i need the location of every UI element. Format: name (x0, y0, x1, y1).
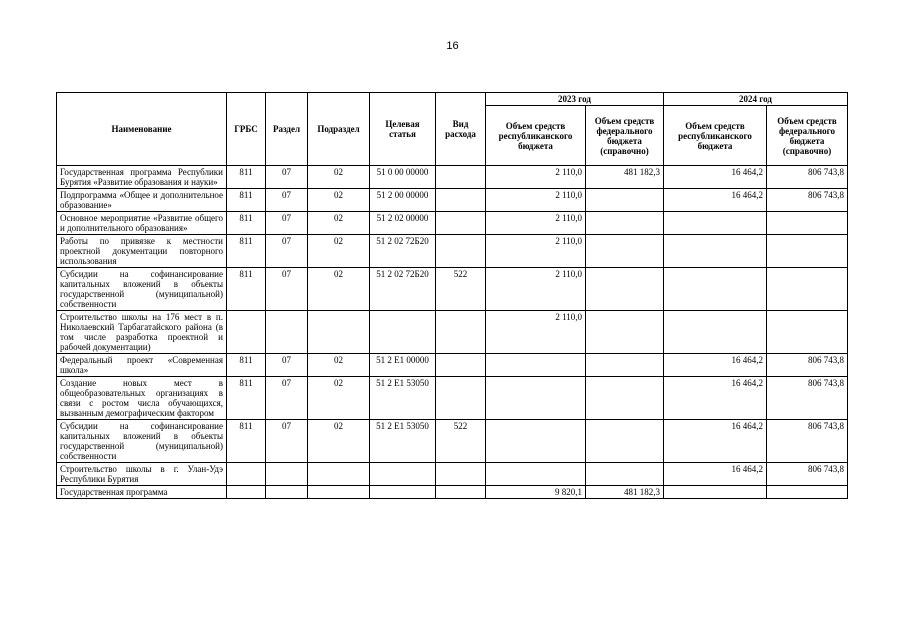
row-grbs: 811 (227, 212, 266, 235)
table-row (57, 420, 848, 463)
row-podrazdel: 02 (308, 235, 370, 268)
row-name: Государственная программа (57, 486, 227, 499)
row-fed-2024 (767, 311, 848, 354)
row-podrazdel: 02 (308, 268, 370, 311)
row-target: 51 0 00 00000 (370, 166, 436, 189)
row-rep-2023: 2 110,0 (486, 166, 586, 189)
row-rep-2023: 2 110,0 (486, 212, 586, 235)
row-rep-2024: 16 464,2 (664, 354, 767, 377)
row-fed-2024: 806 743,8 (767, 189, 848, 212)
header-fed-budget-2024: Объем средств федерального бюджета (справочно) (767, 106, 848, 166)
row-target: 51 2 Е1 53050 (370, 377, 436, 420)
table-row (57, 463, 848, 486)
row-razdel: 07 (266, 189, 308, 212)
header-kind: Вид расхода (436, 93, 486, 166)
row-razdel: 07 (266, 212, 308, 235)
row-target: 51 2 02 72Б20 (370, 235, 436, 268)
page-number: 16 (446, 40, 459, 52)
row-name: Строительство школы в г. Улан-Удэ Республики Бурятия (57, 463, 227, 486)
row-kind (436, 189, 486, 212)
header-fed-budget-2023: Объем средств федерального бюджета (справочно) (586, 106, 664, 166)
table-row (57, 212, 848, 235)
row-fed-2023 (586, 377, 664, 420)
row-name: Федеральный проект «Современная школа» (57, 354, 227, 377)
row-razdel: 07 (266, 354, 308, 377)
row-rep-2023 (486, 420, 586, 463)
row-fed-2023 (586, 189, 664, 212)
row-target (370, 311, 436, 354)
row-fed-2024 (767, 212, 848, 235)
row-rep-2024 (664, 212, 767, 235)
row-razdel (266, 311, 308, 354)
row-podrazdel: 02 (308, 377, 370, 420)
row-rep-2024 (664, 311, 767, 354)
row-rep-2024: 16 464,2 (664, 463, 767, 486)
row-razdel: 07 (266, 377, 308, 420)
row-kind (436, 235, 486, 268)
row-fed-2024: 806 743,8 (767, 463, 848, 486)
row-name: Работы по привязке к местности проектной документации повторного использования (57, 235, 227, 268)
row-grbs (227, 463, 266, 486)
row-rep-2024: 16 464,2 (664, 189, 767, 212)
row-name: Подпрограмма «Общее и дополнительное образование» (57, 189, 227, 212)
row-rep-2023 (486, 463, 586, 486)
table-row (57, 311, 848, 354)
row-grbs: 811 (227, 189, 266, 212)
row-razdel: 07 (266, 268, 308, 311)
row-rep-2024 (664, 486, 767, 499)
row-target: 51 2 00 00000 (370, 189, 436, 212)
row-kind (436, 377, 486, 420)
row-fed-2024 (767, 268, 848, 311)
row-kind (436, 354, 486, 377)
header-rep-budget-2023: Объем средств республиканского бюджета (486, 106, 586, 166)
header-target: Целевая статья (370, 93, 436, 166)
row-podrazdel: 02 (308, 189, 370, 212)
row-podrazdel: 02 (308, 420, 370, 463)
row-grbs: 811 (227, 268, 266, 311)
row-kind (436, 166, 486, 189)
table-row (57, 268, 848, 311)
header-row-years (57, 93, 848, 106)
row-rep-2024 (664, 268, 767, 311)
row-podrazdel: 02 (308, 212, 370, 235)
header-year-2024: 2024 год (664, 93, 848, 106)
budget-table (56, 92, 848, 499)
row-rep-2024: 16 464,2 (664, 420, 767, 463)
row-razdel: 07 (266, 166, 308, 189)
row-rep-2023 (486, 354, 586, 377)
row-name: Строительство школы на 176 мест в п. Николаевский Тарбагатайского района (в том числе разработка проектной и рабочей документации) (57, 311, 227, 354)
header-podrazdel: Подраздел (308, 93, 370, 166)
row-fed-2024: 806 743,8 (767, 354, 848, 377)
row-target: 51 2 02 00000 (370, 212, 436, 235)
row-rep-2024 (664, 235, 767, 268)
row-target (370, 463, 436, 486)
row-fed-2024 (767, 235, 848, 268)
row-target: 51 2 Е1 00000 (370, 354, 436, 377)
row-kind (436, 463, 486, 486)
row-kind (436, 212, 486, 235)
row-name: Субсидии на софинансирование капитальных вложений в объекты государственной (муниципальной) собственности (57, 420, 227, 463)
table-row (57, 354, 848, 377)
row-razdel: 07 (266, 235, 308, 268)
row-podrazdel (308, 486, 370, 499)
table-row (57, 486, 848, 499)
row-rep-2024: 16 464,2 (664, 377, 767, 420)
table-row (57, 235, 848, 268)
row-grbs (227, 311, 266, 354)
table-row (57, 189, 848, 212)
row-grbs (227, 486, 266, 499)
row-podrazdel: 02 (308, 354, 370, 377)
row-grbs: 811 (227, 235, 266, 268)
row-grbs: 811 (227, 166, 266, 189)
row-fed-2023 (586, 311, 664, 354)
row-target: 51 2 Е1 53050 (370, 420, 436, 463)
row-kind (436, 311, 486, 354)
row-fed-2024: 806 743,8 (767, 166, 848, 189)
header-name: Наименование (57, 93, 227, 166)
row-fed-2023 (586, 420, 664, 463)
row-razdel: 07 (266, 420, 308, 463)
row-fed-2023 (586, 354, 664, 377)
row-fed-2024: 806 743,8 (767, 377, 848, 420)
row-target: 51 2 02 72Б20 (370, 268, 436, 311)
row-rep-2023: 2 110,0 (486, 235, 586, 268)
row-rep-2023: 2 110,0 (486, 311, 586, 354)
row-fed-2023 (586, 463, 664, 486)
row-rep-2024: 16 464,2 (664, 166, 767, 189)
table-row (57, 166, 848, 189)
row-kind (436, 486, 486, 499)
row-fed-2023: 481 182,3 (586, 486, 664, 499)
row-fed-2023 (586, 212, 664, 235)
row-fed-2024 (767, 486, 848, 499)
row-name: Основное мероприятие «Развитие общего и дополнительного образования» (57, 212, 227, 235)
row-razdel (266, 463, 308, 486)
row-rep-2023: 9 820,1 (486, 486, 586, 499)
row-podrazdel (308, 463, 370, 486)
row-fed-2023 (586, 235, 664, 268)
row-podrazdel: 02 (308, 166, 370, 189)
row-razdel (266, 486, 308, 499)
table-row (57, 377, 848, 420)
header-razdel: Раздел (266, 93, 308, 166)
header-year-2023: 2023 год (486, 93, 664, 106)
row-fed-2023 (586, 268, 664, 311)
row-target (370, 486, 436, 499)
row-kind: 522 (436, 268, 486, 311)
row-rep-2023 (486, 377, 586, 420)
header-grbs: ГРБС (227, 93, 266, 166)
row-name: Создание новых мест в общеобразовательных организациях в связи с ростом числа обучающихся, вызванным демографическим фактором (57, 377, 227, 420)
row-rep-2023: 2 110,0 (486, 268, 586, 311)
row-fed-2024: 806 743,8 (767, 420, 848, 463)
row-grbs: 811 (227, 354, 266, 377)
row-name: Субсидии на софинансирование капитальных вложений в объекты государственной (муниципальной) собственности (57, 268, 227, 311)
row-podrazdel (308, 311, 370, 354)
row-grbs: 811 (227, 377, 266, 420)
row-fed-2023: 481 182,3 (586, 166, 664, 189)
header-rep-budget-2024: Объем средств республиканского бюджета (664, 106, 767, 166)
row-kind: 522 (436, 420, 486, 463)
row-grbs: 811 (227, 420, 266, 463)
row-rep-2023: 2 110,0 (486, 189, 586, 212)
row-name: Государственная программа Республики Бурятия «Развитие образования и науки» (57, 166, 227, 189)
